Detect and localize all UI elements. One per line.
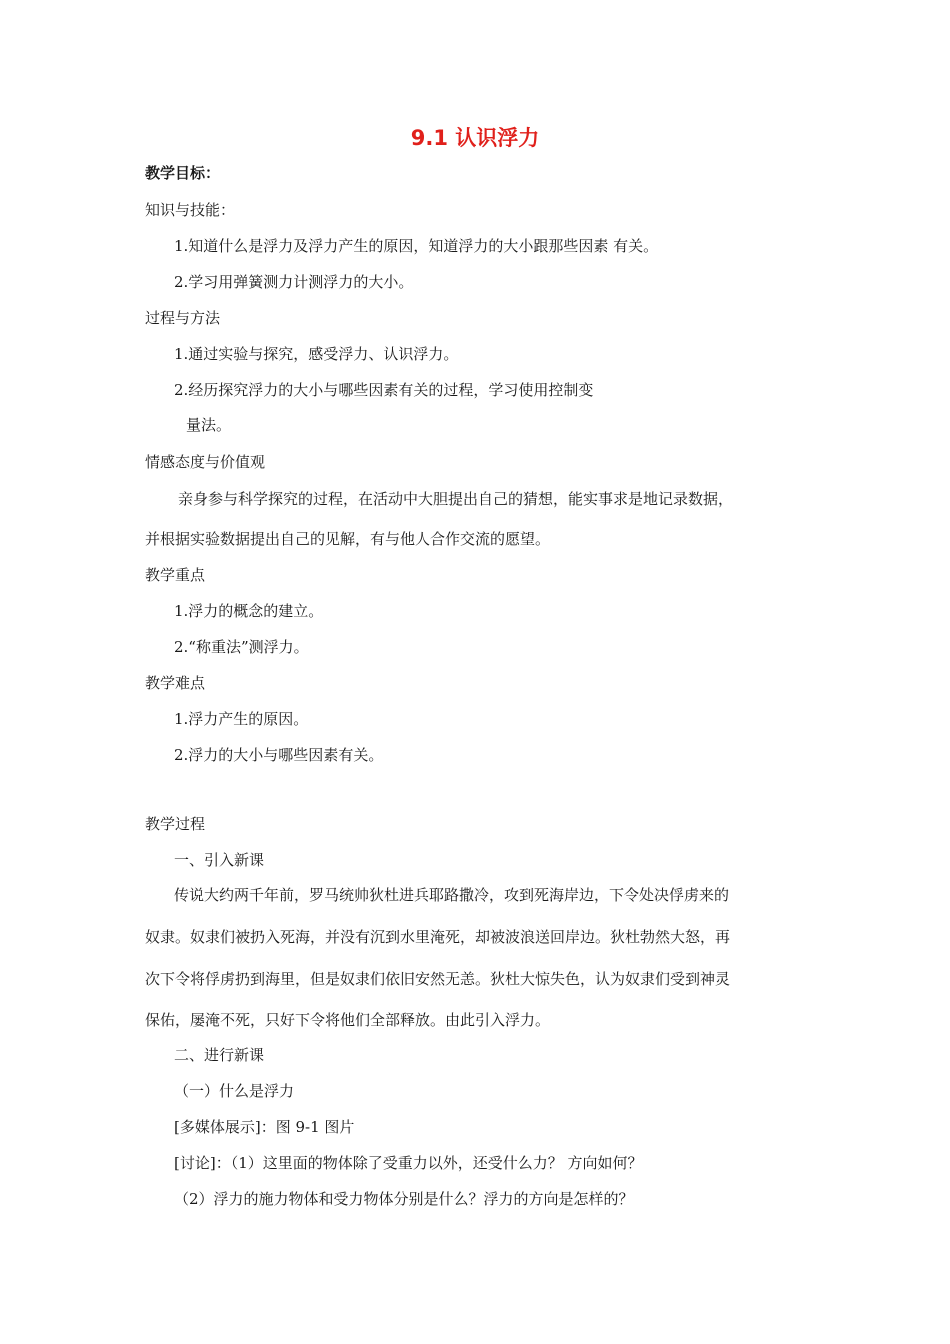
list-item-continuation: 量法。 xyxy=(186,416,232,434)
list-item: 2.“称重法”测浮力。 xyxy=(174,638,309,656)
list-item: 1.浮力产生的原因。 xyxy=(174,710,309,728)
section-heading-process: 教学过程 xyxy=(145,815,206,833)
page-title: 9.1 认识浮力 xyxy=(410,126,540,150)
subheading-part1: 一、引入新课 xyxy=(174,851,265,869)
subheading-process: 过程与方法 xyxy=(145,309,221,327)
discussion-question: （2）浮力的施力物体和受力物体分别是什么？浮力的方向是怎样的？ xyxy=(174,1190,634,1208)
section-heading-difficulties: 教学难点 xyxy=(145,674,206,692)
subheading-part2: 二、进行新课 xyxy=(174,1046,265,1064)
discussion-question: [讨论]：（1）这里面的物体除了受重力以外，还受什么力？ 方向如何？ xyxy=(174,1154,643,1172)
subheading-knowledge: 知识与技能： xyxy=(145,201,236,219)
list-item: 1.浮力的概念的建立。 xyxy=(174,602,324,620)
list-item: 2.浮力的大小与哪些因素有关。 xyxy=(174,746,384,764)
paragraph-line: 亲身参与科学探究的过程，在活动中大胆提出自己的猜想，能实事求是地记录数据， xyxy=(178,490,734,508)
paragraph-line: 传说大约两千年前，罗马统帅狄杜进兵耶路撒冷，攻到死海岸边，下令处决俘虏来的 xyxy=(174,886,730,904)
paragraph-line: 并根据实验数据提出自己的见解，有与他人合作交流的愿望。 xyxy=(145,530,551,548)
list-item: 1.知道什么是浮力及浮力产生的原因，知道浮力的大小跟那些因素 有关。 xyxy=(174,237,659,255)
paragraph-line: 奴隶。奴隶们被扔入死海，并没有沉到水里淹死，却被波浪送回岸边。狄杜勃然大怒，再 xyxy=(145,928,731,946)
section-heading-key-points: 教学重点 xyxy=(145,566,206,584)
list-item: 2.学习用弹簧测力计测浮力的大小。 xyxy=(174,273,414,291)
paragraph-line: 次下令将俘虏扔到海里，但是奴隶们依旧安然无恙。狄杜大惊失色，认为奴隶们受到神灵 xyxy=(145,970,731,988)
paragraph-line: 保佑，屡淹不死，只好下令将他们全部释放。由此引入浮力。 xyxy=(145,1011,551,1029)
list-item: 2.经历探究浮力的大小与哪些因素有关的过程，学习使用控制变 xyxy=(174,381,594,399)
subheading-what-is-buoyancy: （一）什么是浮力 xyxy=(174,1082,295,1100)
subheading-attitude: 情感态度与价值观 xyxy=(145,453,266,471)
section-heading-goals: 教学目标： xyxy=(145,164,221,182)
list-item: 1.通过实验与探究，感受浮力、认识浮力。 xyxy=(174,345,459,363)
media-note: [多媒体展示]：图 9-1 图片 xyxy=(174,1118,355,1136)
